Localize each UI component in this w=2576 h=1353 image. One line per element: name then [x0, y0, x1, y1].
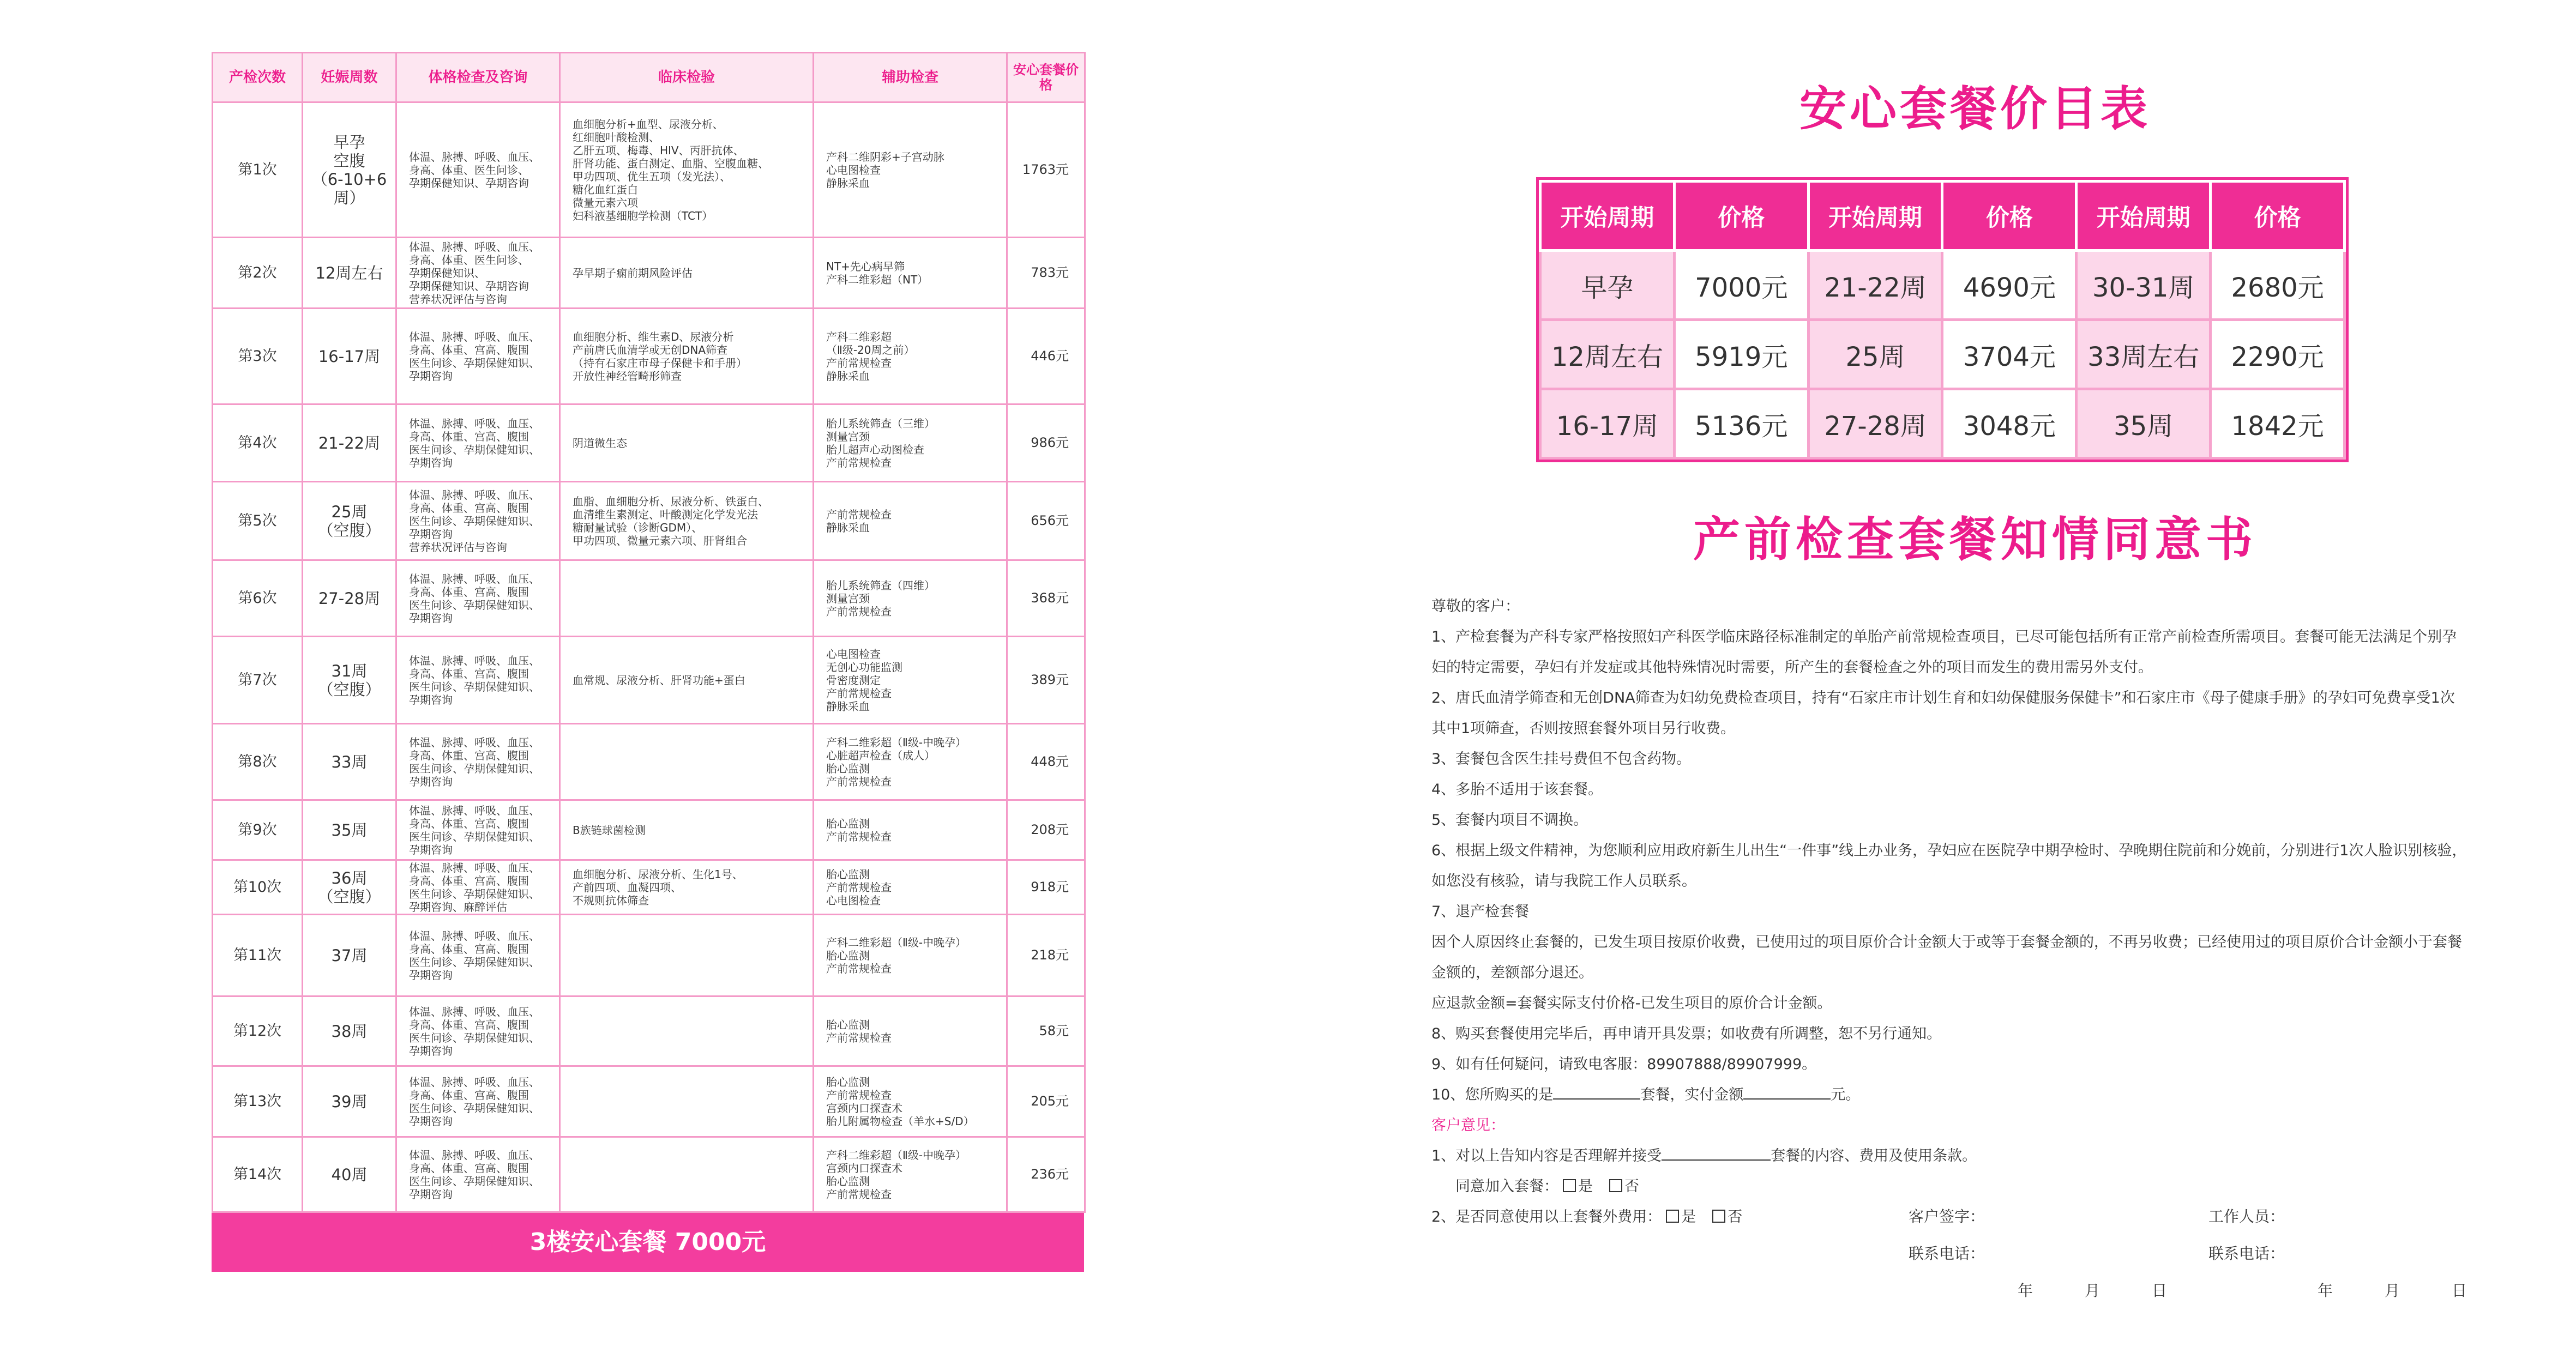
visit-number: 第8次	[213, 724, 303, 800]
gestation-week: 38周	[303, 996, 396, 1066]
header-price: 安心套餐价格	[1007, 53, 1085, 102]
visit-number: 第4次	[213, 404, 303, 482]
price-table	[1539, 180, 2346, 460]
join-label: 同意加入套餐：	[1455, 1178, 1558, 1195]
package-price: 236元	[1007, 1137, 1085, 1212]
schedule-row	[213, 102, 1085, 238]
schedule-row	[213, 404, 1085, 482]
package-total-banner: 3楼安心套餐 7000元	[212, 1213, 1084, 1272]
aux-exams: 胎心监测 产前常规检查	[814, 800, 1007, 860]
lab-tests: 阴道微生态	[560, 404, 814, 482]
yes-checkbox[interactable]	[1563, 1179, 1576, 1192]
header-lab: 临床检验	[560, 53, 814, 102]
schedule-row	[213, 915, 1085, 996]
schedule-table	[212, 52, 1086, 1213]
package-price: 656元	[1007, 482, 1085, 560]
physical-exam: 体温、脉搏、呼吸、血压、 身高、体重、医生问诊、 孕期保健知识、 孕期保健知识、孕期咨询 营养状况评估与咨询	[396, 238, 560, 309]
package-price: 218元	[1007, 915, 1085, 996]
price-period: 27-28周	[1808, 389, 1942, 458]
physical-exam: 体温、脉搏、呼吸、血压、 身高、体重、宫高、腹围 医生问诊、孕期保健知识、 孕期咨询	[396, 724, 560, 800]
physical-exam: 体温、脉搏、呼吸、血压、 身高、体重、宫高、腹围 医生问诊、孕期保健知识、 孕期咨询	[396, 309, 560, 404]
header-week: 妊娠周数	[303, 53, 396, 102]
price-header-row	[1540, 182, 2345, 251]
lab-tests	[560, 1066, 814, 1137]
staff-phone-field[interactable]	[2208, 1242, 2285, 1264]
aux-exams: 产前常规检查 静脉采血	[814, 482, 1007, 560]
price-value: 5136元	[1674, 389, 1808, 458]
yes-label-2: 是	[1681, 1209, 1696, 1225]
price-period: 30-31周	[2077, 251, 2211, 320]
schedule-row	[213, 1137, 1085, 1212]
gestation-week: 12周左右	[303, 238, 396, 309]
price-period: 12周左右	[1540, 320, 1675, 389]
customer-sign-label: 客户签字：	[1909, 1207, 1985, 1225]
no-label: 否	[1624, 1178, 1639, 1195]
yes-checkbox-2[interactable]	[1666, 1210, 1679, 1223]
customer-phone-label: 联系电话：	[1909, 1245, 1985, 1263]
staff-label: 工作人员：	[2208, 1207, 2285, 1225]
visit-number: 第5次	[213, 482, 303, 560]
staff-field[interactable]	[2208, 1205, 2285, 1227]
consent-item: 因个人原因终止套餐的，已发生项目按原价收费，已使用过的项目原价合计金额大于或等于套餐金额的，不再另收费；已经使用过的项目原价合计金额小于套餐金额的，差额部分退还。	[1431, 934, 2462, 981]
package-price: 368元	[1007, 560, 1085, 637]
price-header: 价格	[2211, 182, 2345, 251]
price-row	[1540, 389, 2345, 458]
physical-exam: 体温、脉搏、呼吸、血压、 身高、体重、宫高、腹围 医生问诊、孕期保健知识、 孕期咨询	[396, 800, 560, 860]
gestation-week: 35周	[303, 800, 396, 860]
schedule-row	[213, 996, 1085, 1066]
aux-exams: 产科二维彩超（Ⅱ级-中晚孕） 胎心监测 产前常规检查	[814, 915, 1007, 996]
q1-prefix: 1、对以上告知内容是否理解并接受	[1431, 1147, 1662, 1164]
schedule-row	[213, 860, 1085, 915]
price-value: 3048元	[1942, 389, 2077, 458]
consent-item: 5、套餐内项目不调换。	[1431, 812, 1588, 829]
consent-title: 产前检查套餐知情同意书	[1693, 512, 2257, 567]
aux-exams: NT+先心病早筛 产科二维彩超（NT）	[814, 238, 1007, 309]
package-price: 58元	[1007, 996, 1085, 1066]
lab-tests	[560, 1137, 814, 1212]
header-physical: 体格检查及咨询	[396, 53, 560, 102]
package-price: 208元	[1007, 800, 1085, 860]
question-1	[1431, 1141, 2467, 1171]
consent-body	[1431, 591, 2467, 1233]
package-price: 205元	[1007, 1066, 1085, 1137]
no-checkbox[interactable]	[1609, 1179, 1622, 1192]
consent-item: 7、退产检套餐	[1431, 903, 1530, 920]
visit-number: 第14次	[213, 1137, 303, 1212]
price-header: 价格	[1942, 182, 2077, 251]
aux-exams: 胎心监测 产前常规检查 宫颈内口探查术 胎儿附属物检查（羊水+S/D）	[814, 1066, 1007, 1137]
day-label: 日	[2452, 1282, 2467, 1300]
physical-exam: 体温、脉搏、呼吸、血压、 身高、体重、宫高、腹围 医生问诊、孕期保健知识、 孕期咨询	[396, 996, 560, 1066]
q1-suffix: 套餐的内容、费用及使用条款。	[1771, 1147, 1977, 1164]
month-label: 月	[2385, 1282, 2400, 1300]
package-name-blank[interactable]	[1553, 1084, 1640, 1100]
customer-phone-field[interactable]	[1909, 1242, 1985, 1264]
package-price: 1763元	[1007, 102, 1085, 238]
aux-exams: 产科二维阴彩+子宫动脉 心电图检查 静脉采血	[814, 102, 1007, 238]
physical-exam: 体温、脉搏、呼吸、血压、 身高、体重、宫高、腹围 医生问诊、孕期保健知识、 孕期咨询	[396, 1066, 560, 1137]
month-label: 月	[2085, 1282, 2100, 1300]
price-period: 33周左右	[2077, 320, 2211, 389]
price-value: 1842元	[2211, 389, 2345, 458]
lab-tests: 血细胞分析、维生素D、尿液分析 产前唐氏血清学或无创DNA筛查 （持有石家庄市母子保健卡和手册） 开放性神经管畸形筛查	[560, 309, 814, 404]
lab-tests	[560, 915, 814, 996]
consent-item: 2、唐氏血清学筛查和无创DNA筛查为妇幼免费检查项目，持有“石家庄市计划生育和妇幼保健服务保健卡”和石家庄市《母子健康手册》的孕妇可免费享受1次其中1项筛查，否则按照套餐外项目另行收费。	[1431, 690, 2455, 737]
physical-exam: 体温、脉搏、呼吸、血压、 身高、体重、宫高、腹围 医生问诊、孕期保健知识、 孕期咨询 营养状况评估与咨询	[396, 482, 560, 560]
year-label: 年	[2018, 1282, 2033, 1300]
aux-exams: 产科二维彩超 （Ⅱ级-20周之前） 产前常规检查 静脉采血	[814, 309, 1007, 404]
visit-number: 第11次	[213, 915, 303, 996]
price-period: 35周	[2077, 389, 2211, 458]
price-header: 开始周期	[2077, 182, 2211, 251]
aux-exams: 胎心监测 产前常规检查 心电图检查	[814, 860, 1007, 915]
package-price: 448元	[1007, 724, 1085, 800]
consent-item: 应退款金额=套餐实际支付价格-已发生项目的原价合计金额。	[1431, 995, 1832, 1012]
header-aux: 辅助检查	[814, 53, 1007, 102]
schedule-row	[213, 800, 1085, 860]
lab-tests	[560, 724, 814, 800]
schedule-header-row	[213, 53, 1085, 102]
physical-exam: 体温、脉搏、呼吸、血压、 身高、体重、宫高、腹围 医生问诊、孕期保健知识、 孕期咨询	[396, 637, 560, 724]
checkup-schedule	[212, 52, 1084, 1272]
price-row	[1540, 320, 2345, 389]
aux-exams: 产科二维彩超（Ⅱ级-中晚孕） 宫颈内口探查术 胎心监测 产前常规检查	[814, 1137, 1007, 1212]
price-period: 21-22周	[1808, 251, 1942, 320]
lab-tests: 血常规、尿液分析、肝肾功能+蛋白	[560, 637, 814, 724]
gestation-week: 31周 （空腹）	[303, 637, 396, 724]
lab-tests	[560, 996, 814, 1066]
visit-number: 第12次	[213, 996, 303, 1066]
gestation-week: 早孕 空腹 （6-10+6周）	[303, 102, 396, 238]
gestation-week: 16-17周	[303, 309, 396, 404]
gestation-week: 25周 （空腹）	[303, 482, 396, 560]
join-choice	[1431, 1171, 2467, 1202]
gestation-week: 39周	[303, 1066, 396, 1137]
physical-exam: 体温、脉搏、呼吸、血压、 身高、体重、宫高、腹围 医生问诊、孕期保健知识、 孕期咨询	[396, 404, 560, 482]
schedule-row	[213, 238, 1085, 309]
item10-mid: 套餐，实付金额	[1640, 1086, 1744, 1103]
customer-date[interactable]	[2018, 1279, 2167, 1301]
aux-exams: 胎儿系统筛查（三维） 测量宫颈 胎儿超声心动图检查 产前常规检查	[814, 404, 1007, 482]
consent-item: 1、产检套餐为产科专家严格按照妇产科医学临床路径标准制定的单胎产前常规检查项目，已尽可能包括所有正常产前检查所需项目。套餐可能无法满足个别孕妇的特定需要，孕妇有并发症或其他特殊情况时需要，所产生的套餐检查之外的项目而发生的费用需另外支付。	[1431, 629, 2457, 676]
yes-label: 是	[1578, 1178, 1593, 1195]
schedule-row	[213, 1066, 1085, 1137]
aux-exams: 胎心监测 产前常规检查	[814, 996, 1007, 1066]
opinion-label: 客户意见：	[1431, 1117, 1505, 1134]
schedule-row	[213, 637, 1085, 724]
price-header: 开始周期	[1540, 182, 1675, 251]
visit-number: 第10次	[213, 860, 303, 915]
price-list-title: 安心套餐价目表	[1799, 82, 2151, 136]
schedule-row	[213, 560, 1085, 637]
price-value: 4690元	[1942, 251, 2077, 320]
gestation-week: 33周	[303, 724, 396, 800]
price-header: 开始周期	[1808, 182, 1942, 251]
physical-exam: 体温、脉搏、呼吸、血压、 身高、体重、宫高、腹围 医生问诊、孕期保健知识、 孕期咨询	[396, 560, 560, 637]
visit-number: 第6次	[213, 560, 303, 637]
price-header: 价格	[1674, 182, 1808, 251]
year-label: 年	[2318, 1282, 2333, 1300]
consent-items	[1431, 622, 2467, 1080]
gestation-week: 40周	[303, 1137, 396, 1212]
price-period: 早孕	[1540, 251, 1675, 320]
price-value: 5919元	[1674, 320, 1808, 389]
price-value: 7000元	[1674, 251, 1808, 320]
aux-exams: 胎儿系统筛查（四维） 测量宫颈 产前常规检查	[814, 560, 1007, 637]
package-price: 783元	[1007, 238, 1085, 309]
schedule-row	[213, 724, 1085, 800]
lab-tests: 血细胞分析、尿液分析、生化1号、 产前四项、血凝四项、 不规则抗体筛查	[560, 860, 814, 915]
gestation-week: 21-22周	[303, 404, 396, 482]
price-value: 2290元	[2211, 320, 2345, 389]
schedule-row	[213, 482, 1085, 560]
price-period: 25周	[1808, 320, 1942, 389]
lab-tests	[560, 560, 814, 637]
lab-tests: 孕早期子痫前期风险评估	[560, 238, 814, 309]
aux-exams: 产科二维彩超（Ⅱ级-中晚孕） 心脏超声检查（成人） 胎心监测 产前常规检查	[814, 724, 1007, 800]
package-price: 446元	[1007, 309, 1085, 404]
gestation-week: 36周 （空腹）	[303, 860, 396, 915]
physical-exam: 体温、脉搏、呼吸、血压、 身高、体重、宫高、腹围 医生问诊、孕期保健知识、 孕期咨询	[396, 1137, 560, 1212]
q2-label: 2、是否同意使用以上套餐外费用：	[1431, 1209, 1662, 1225]
consent-item: 9、如有任何疑问，请致电客服：89907888/89907999。	[1431, 1056, 1817, 1073]
customer-sign-field[interactable]	[1909, 1205, 1985, 1227]
price-value: 2680元	[2211, 251, 2345, 320]
day-label: 日	[2152, 1282, 2168, 1300]
header-visit: 产检次数	[213, 53, 303, 102]
lab-tests: 血脂、血细胞分析、尿液分析、铁蛋白、 血清维生素测定、叶酸测定化学发光法 糖耐量试验（诊断GDM）、 甲功四项、微量元素六项、肝肾组合	[560, 482, 814, 560]
price-value: 3704元	[1942, 320, 2077, 389]
price-row	[1540, 251, 2345, 320]
physical-exam: 体温、脉搏、呼吸、血压、 身高、体重、宫高、腹围 医生问诊、孕期保健知识、 孕期咨询	[396, 915, 560, 996]
no-checkbox-2[interactable]	[1712, 1210, 1725, 1223]
physical-exam: 体温、脉搏、呼吸、血压、 身高、体重、医生问诊、 孕期保健知识、孕期咨询	[396, 102, 560, 238]
lab-tests: 血细胞分析+血型、尿液分析、 红细胞叶酸检测、 乙肝五项、梅毒、HIV、丙肝抗体、 肝肾功能、蛋白测定、血脂、空腹血糖、 甲功四项、优生五项（发光法）、 糖化血红蛋白 微量元素六项 妇科液基细胞学检测（TCT）	[560, 102, 814, 238]
amount-blank[interactable]	[1743, 1084, 1831, 1100]
aux-exams: 心电图检查 无创心功能监测 骨密度测定 产前常规检查 静脉采血	[814, 637, 1007, 724]
staff-phone-label: 联系电话：	[2208, 1245, 2285, 1263]
package-price: 389元	[1007, 637, 1085, 724]
gestation-week: 27-28周	[303, 560, 396, 637]
consent-item-10	[1431, 1080, 2467, 1110]
visit-number: 第1次	[213, 102, 303, 238]
physical-exam: 体温、脉搏、呼吸、血压、 身高、体重、宫高、腹围 医生问诊、孕期保健知识、 孕期咨询、麻醉评估	[396, 860, 560, 915]
consent-item: 4、多胎不适用于该套餐。	[1431, 781, 1603, 798]
staff-date[interactable]	[2318, 1279, 2467, 1301]
visit-number: 第2次	[213, 238, 303, 309]
package-price: 918元	[1007, 860, 1085, 915]
no-label-2: 否	[1728, 1209, 1743, 1225]
price-period: 16-17周	[1540, 389, 1675, 458]
consent-greeting: 尊敬的客户：	[1431, 598, 1520, 615]
item10-prefix: 10、您所购买的是	[1431, 1086, 1554, 1103]
visit-number: 第9次	[213, 800, 303, 860]
package-price: 986元	[1007, 404, 1085, 482]
consent-item: 8、购买套餐使用完毕后，再申请开具发票；如收费有所调整，恕不另行通知。	[1431, 1025, 1942, 1042]
visit-number: 第13次	[213, 1066, 303, 1137]
visit-number: 第3次	[213, 309, 303, 404]
visit-number: 第7次	[213, 637, 303, 724]
lab-tests: B族链球菌检测	[560, 800, 814, 860]
consent-item: 6、根据上级文件精神，为您顺利应用政府新生儿出生“一件事”线上办业务，孕妇应在医院孕中期孕检时、孕晚期住院前和分娩前，分别进行1次人脸识别核验，如您没有核验，请与我院工作人员联系。	[1431, 842, 2467, 890]
consent-item: 3、套餐包含医生挂号费但不包含药物。	[1431, 751, 1692, 768]
item10-suffix: 元。	[1831, 1086, 1861, 1103]
q1-package-blank[interactable]	[1662, 1145, 1771, 1161]
gestation-week: 37周	[303, 915, 396, 996]
schedule-row	[213, 309, 1085, 404]
